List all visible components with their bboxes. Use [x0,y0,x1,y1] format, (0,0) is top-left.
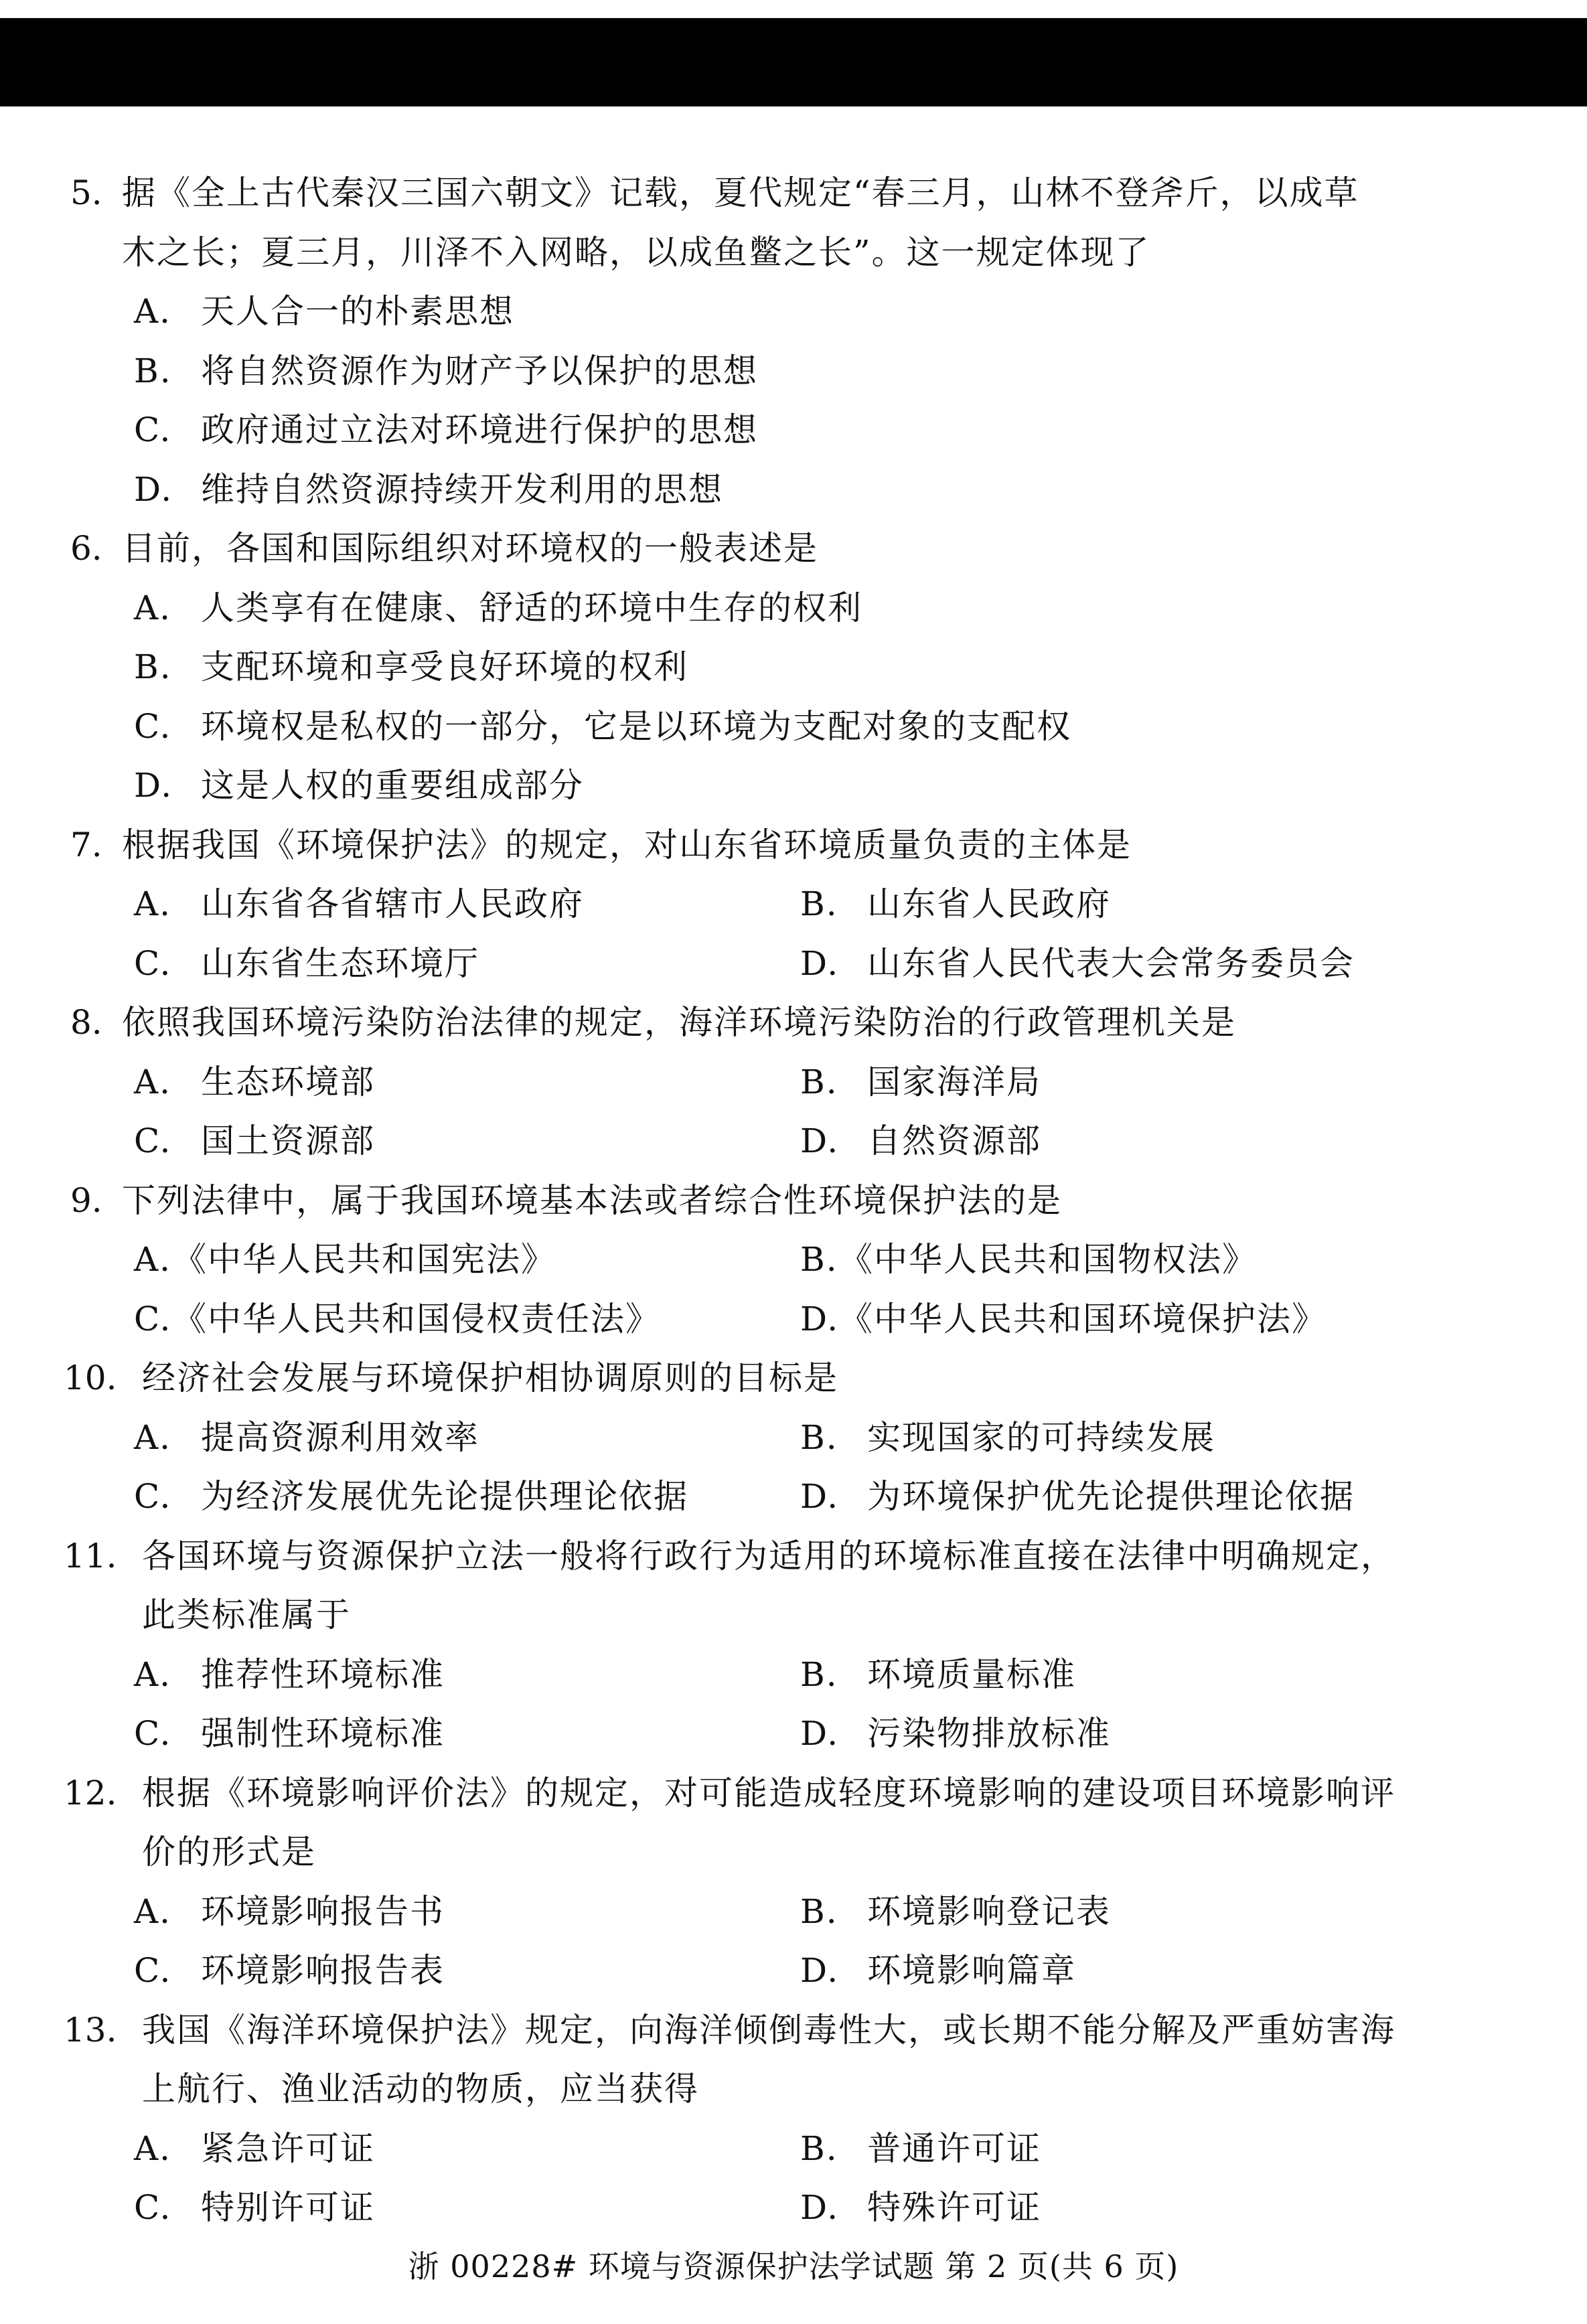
option-letter: D. [134,469,173,509]
option-letter: B. [800,1062,838,1101]
option-letter: C. [134,706,172,746]
option-text: 特殊许可证 [867,2188,1041,2227]
option-letter: B. [800,1654,838,1694]
option-letter: C. [134,1299,172,1338]
option-letter: A. [134,2128,172,2168]
option-text: 自然资源部 [867,1121,1041,1160]
option-text: 推荐性环境标准 [201,1654,445,1694]
option-text: 人类享有在健康、舒适的环境中生存的权利 [201,588,862,627]
question-number: 9. [70,1180,102,1220]
option-letter: B. [134,351,172,390]
question-stem: 下列法律中，属于我国环境基本法或者综合性环境保护法的是 [122,1180,1062,1220]
option-letter: A. [134,1417,172,1457]
option-letter: C. [134,943,172,983]
option-letter: D. [800,1714,840,1753]
option-text: 这是人权的重要组成部分 [201,766,584,805]
option-letter: A. [134,292,172,331]
question-stem: 根据《环境影响评价法》的规定，对可能造成轻度环境影响的建设项目环境影响评 [142,1773,1395,1812]
option-letter: B. [800,884,838,923]
option-letter: B. [134,647,172,686]
option-text: 环境权是私权的一部分，它是以环境为支配对象的支配权 [201,706,1071,746]
option-text: 山东省各省辖市人民政府 [201,884,584,923]
question-number: 13. [64,2010,117,2049]
page-footer: 浙 00228# 环境与资源保护法学试题 第 2 页(共 6 页) [408,2248,1179,2284]
option-letter: D. [134,766,173,805]
question-stem: 目前，各国和国际组织对环境权的一般表述是 [122,529,818,568]
redaction-bar [0,18,1587,106]
option-text: 特别许可证 [201,2188,375,2227]
option-text: 《中华人民共和国物权法》 [839,1240,1257,1279]
question-stem: 依照我国环境污染防治法律的规定，海洋环境污染防治的行政管理机关是 [122,1003,1236,1042]
option-text: 环境质量标准 [867,1654,1076,1694]
option-text: 环境影响篇章 [867,1951,1076,1990]
option-letter: D. [800,2188,840,2227]
option-text: 环境影响报告表 [201,1951,445,1990]
option-text: 将自然资源作为财产予以保护的思想 [201,351,758,390]
question-number: 7. [70,825,102,864]
option-letter: B. [800,1417,838,1457]
option-text: 国家海洋局 [867,1062,1041,1101]
question-number: 5. [70,173,102,212]
question-number: 6. [70,529,102,568]
option-text: 山东省生态环境厅 [201,943,479,983]
option-letter: D. [800,943,840,983]
question-stem: 木之长；夏三月，川泽不入网略，以成鱼鳖之长”。这一规定体现了 [122,232,1150,272]
question-stem: 上航行、渔业活动的物质，应当获得 [142,2070,699,2108]
option-text: 实现国家的可持续发展 [867,1417,1215,1457]
option-letter: B. [800,1240,838,1279]
option-text: 为环境保护优先论提供理论依据 [867,1477,1355,1516]
option-letter: C. [134,410,172,449]
option-letter: D. [800,1951,840,1990]
option-text: 天人合一的朴素思想 [201,292,514,331]
option-letter: A. [134,588,172,627]
option-letter: A. [134,1240,172,1279]
option-letter: A. [134,884,172,923]
option-text: 维持自然资源持续开发利用的思想 [201,469,723,509]
option-text: 《中华人民共和国宪法》 [173,1240,556,1279]
option-text: 紧急许可证 [201,2128,375,2168]
option-text: 强制性环境标准 [201,1714,445,1753]
option-text: 生态环境部 [201,1062,375,1101]
option-letter: A. [134,1654,172,1694]
option-letter: C. [134,1714,172,1753]
option-letter: C. [134,1121,172,1160]
question-stem: 我国《海洋环境保护法》规定，向海洋倾倒毒性大，或长期不能分解及严重妨害海 [142,2010,1395,2049]
question-stem: 此类标准属于 [142,1596,351,1634]
option-text: 普通许可证 [867,2128,1041,2168]
option-text: 支配环境和享受良好环境的权利 [201,647,688,686]
question-stem: 各国环境与资源保护立法一般将行政行为适用的环境标准直接在法律中明确规定， [142,1536,1395,1575]
option-text: 山东省人民政府 [867,884,1111,923]
option-letter: A. [134,1891,172,1931]
option-text: 国土资源部 [201,1121,375,1160]
option-letter: D. [800,1121,840,1160]
option-letter: A. [134,1062,172,1101]
option-text: 提高资源利用效率 [201,1417,479,1457]
option-text: 为经济发展优先论提供理论依据 [201,1477,688,1516]
option-letter: C. [134,1477,172,1516]
option-text: 《中华人民共和国侵权责任法》 [173,1299,660,1338]
question-stem: 据《全上古代秦汉三国六朝文》记载，夏代规定“春三月，山林不登斧斤，以成草 [122,173,1359,212]
option-letter: B. [800,2128,838,2168]
question-number: 10. [64,1359,117,1397]
question-stem: 根据我国《环境保护法》的规定，对山东省环境质量负责的主体是 [122,825,1132,864]
question-number: 11. [64,1536,117,1575]
option-text: 污染物排放标准 [867,1714,1111,1753]
option-text: 山东省人民代表大会常务委员会 [867,943,1355,983]
question-number: 8. [70,1003,102,1042]
question-number: 12. [64,1773,117,1812]
option-letter: D. [800,1299,840,1338]
option-letter: C. [134,1951,172,1990]
option-text: 政府通过立法对环境进行保护的思想 [201,410,758,449]
option-text: 《中华人民共和国环境保护法》 [839,1299,1327,1338]
option-text: 环境影响报告书 [201,1891,445,1931]
option-letter: B. [800,1891,838,1931]
question-stem: 价的形式是 [142,1833,316,1871]
option-letter: C. [134,2188,172,2227]
option-letter: D. [800,1477,840,1516]
question-stem: 经济社会发展与环境保护相协调原则的目标是 [142,1359,838,1397]
option-text: 环境影响登记表 [867,1891,1111,1931]
